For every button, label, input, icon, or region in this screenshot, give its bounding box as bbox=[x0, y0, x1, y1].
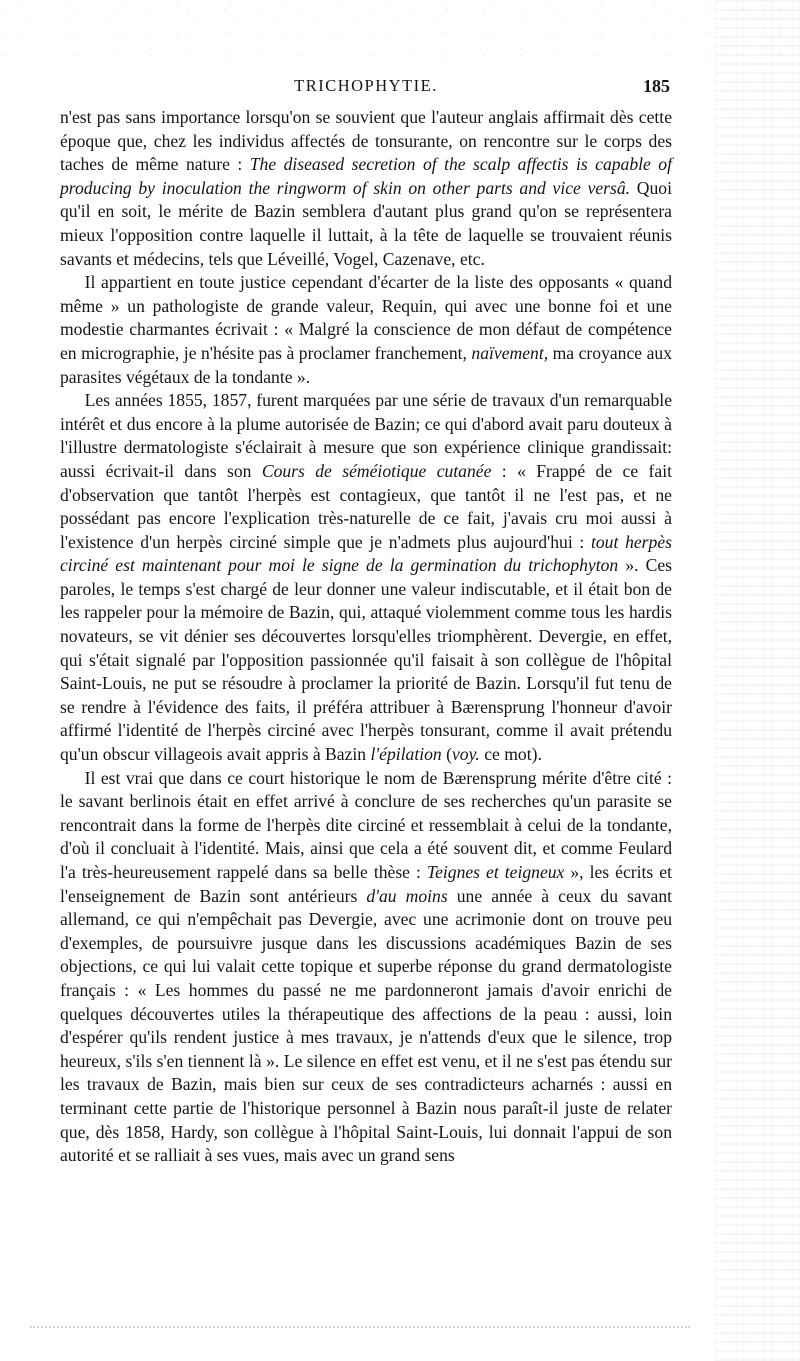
text-run: Les années 1855, 1857, furent marquées par une série de travaux d'un remarquable intérêt et dus encore à la plume autorisée de Bazin; ce qui d'abord avait paru douteux à l'illustre dermatologiste s'éclairait à mesure que son expérience clinique grandissait: aussi écrivait-il dans son bbox=[60, 390, 672, 481]
text-run: Il est vrai que dans ce court historique le nom de Bærensprung mérite d'être cité : le savant berlinois était en effet arrivé à conclure de ses recherches qu'un parasite se rencontrait dans la forme de l'herpès dite circiné et ressemblait à celui de la tondante, d'où il concluait à l'identité. Mais, ainsi que cela a été souvent dit, et comme Feulard l'a très-heureusement rappelé dans sa belle thèse : bbox=[60, 767, 672, 882]
paragraph-3 bbox=[60, 389, 672, 767]
italic-run: Teignes et teigneux bbox=[426, 862, 565, 882]
text-run: : « Frappé de ce fait d'observation que tantôt l'herpès est contagieux, que tantôt il ne l'est pas, et ne possédant pas encore l'explication très-naturelle de ce fait, j'avais cru moi aussi à l'existence d'un herpès circiné simple que je n'admets plus aujourd'hui : bbox=[60, 460, 672, 552]
text-run: ma croyance aux parasites végétaux de la tondante ». bbox=[60, 342, 672, 387]
text-run: n'est pas sans importance lorsqu'on se souvient que l'auteur anglais affirmait dès cette époque que, chez les individus affectés de tonsurante, on rencontre sur le corps des taches de même nature : bbox=[60, 107, 672, 175]
paragraph-1 bbox=[60, 106, 672, 271]
body-text bbox=[60, 106, 672, 1168]
page-header bbox=[60, 76, 672, 106]
text-run: Il appartient en toute justice cependant d'écarter de la liste des opposants « quand même » un pathologiste de grande valeur, Requin, qui avec une bonne foi et une modestie charmantes écrivait : « Malgré la conscience de mon défaut de compétence en micrographie, je n'hésite pas à proclamer franchement, bbox=[60, 272, 672, 363]
paragraph-2 bbox=[60, 271, 672, 389]
text-run: », les écrits et l'enseignement de Bazin sont antérieurs bbox=[60, 862, 672, 906]
italic-run: Cours de séméiotique cutanée bbox=[261, 460, 492, 481]
italic-run: The diseased secretion of the scalp affectis is capable of producing by inoculation the ringworm of skin on other parts and vice versâ. bbox=[60, 154, 672, 198]
text-run: ». Ces paroles, le temps s'est chargé de leur donner une valeur indiscutable, et il était bon de les rappeler pour la mémoire de Bazin, qui, attaqué violemment comme tous les hardis novateurs, se vit dénier ses découvertes lorsqu'elles triomphèrent. Devergie, en effet, qui s'était signalé par l'opposition passionnée qu'il faisait à son collègue de l'hôpital Saint-Louis, ne put se résoudre à proclamer la priorité de Bazin. Lorsqu'il fut tenu de se rendre à l'évidence des faits, il préféra attribuer à Bærensprung l'honneur d'avoir affirmé l'identité de l'herpès circiné avec l'herpès tonsurant, comme il avait prétendu qu'un obscur villageois avait appris à Bazin bbox=[60, 555, 672, 765]
italic-run: naïvement, bbox=[471, 342, 549, 363]
paragraph-4 bbox=[60, 767, 672, 1168]
text-run: ce mot). bbox=[479, 744, 542, 765]
text-run: ( bbox=[441, 744, 452, 765]
page-scan-noise-top bbox=[0, 0, 800, 70]
italic-run: tout herpès circiné est maintenant pour moi le signe de la germination du trichophyton bbox=[60, 531, 672, 576]
text-run: Quoi qu'il en soit, le mérite de Bazin semblera d'autant plus grand qu'on se représentera mieux l'opposition contre laquelle il luttait, à la tête de laquelle se trouvaient réunis savants et médecins, tels que Léveillé, Vogel, Cazenave, etc. bbox=[60, 177, 672, 269]
italic-run: voy. bbox=[451, 744, 480, 765]
running-title: TRICHOPHYTIE. bbox=[294, 76, 438, 95]
italic-run: l'épilation bbox=[370, 744, 442, 765]
page-scan-edge-bottom bbox=[30, 1326, 690, 1328]
italic-run: d'au moins bbox=[366, 885, 448, 906]
page-number: 185 bbox=[643, 76, 670, 96]
page-scan-edge-right bbox=[715, 0, 800, 1361]
text-run: une année à ceux du savant allemand, ce qui n'empêchait pas Devergie, avec une acrimonie dont on trouve peu d'exemples, de poursuivre jusque dans les discussions académiques Bazin de ses objections, ce qui lui valait cette topique et superbe réponse du grand dermatologiste français : « Les hommes du passé ne me pardonneront jamais d'avoir enrichi de quelques découvertes utiles la thérapeutique des affections de la peau : aussi, loin d'espérer qu'ils rendent justice à mes travaux, je n'attends d'eux que le silence, trop heureux, s'ils s'en tiennent là ». Le silence en effet est venu, et il ne s'est pas étendu sur les travaux de Bazin, mais bien sur ceux de ses contradicteurs acharnés : aussi en terminant cette partie de l'historique personnel à Bazin nous paraît-il juste de relater que, dès 1858, Hardy, son collègue à l'hôpital Saint-Louis, lui donnait l'appui de son autorité et se ralliait à ses vues, mais avec un grand sens bbox=[60, 885, 672, 1166]
book-page bbox=[60, 76, 672, 1168]
